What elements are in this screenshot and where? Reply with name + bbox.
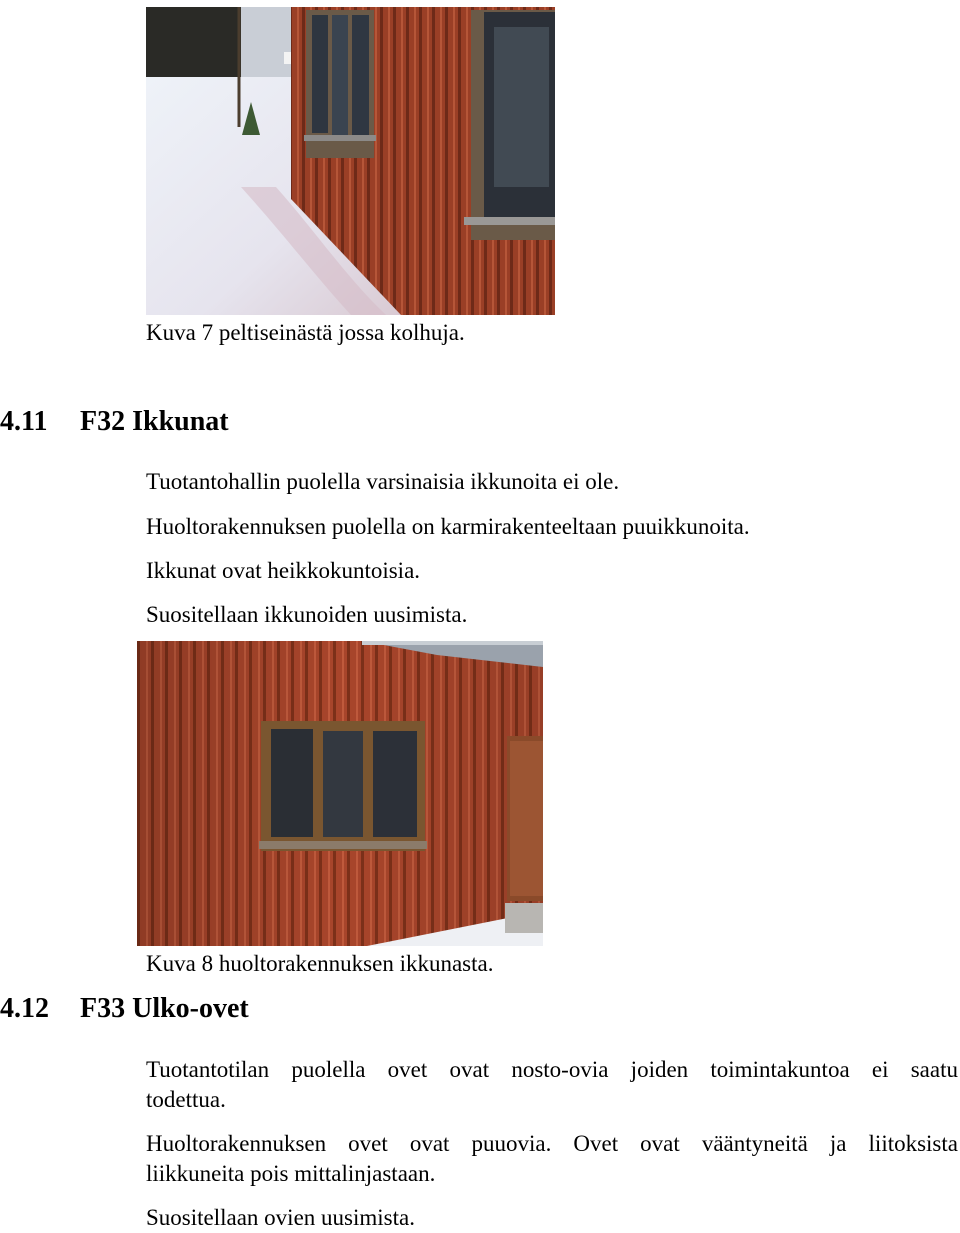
paragraph: Tuotantohallin puolella varsinaisia ikkunoita ei ole. (146, 469, 620, 494)
section-number: 4.11 (0, 406, 48, 437)
section-heading-4-12 (0, 993, 249, 1025)
figure-7-photo (146, 7, 555, 315)
paragraph-line: liikkuneita pois mittalinjastaan. (146, 1161, 436, 1186)
figure-7-caption: Kuva 7 peltiseinästä jossa kolhuja. (146, 320, 465, 345)
paragraph (146, 1129, 958, 1189)
paragraph: Huoltorakennuksen puolella on karmirakenteeltaan puuikkunoita. (146, 514, 750, 539)
paragraph-line: todettua. (146, 1087, 226, 1112)
figure-8-image (137, 641, 543, 946)
section-heading-4-11 (0, 406, 229, 438)
paragraph: Suositellaan ovien uusimista. (146, 1205, 415, 1230)
figure-7-image (146, 7, 555, 315)
figure-8-caption: Kuva 8 huoltorakennuksen ikkunasta. (146, 951, 494, 976)
section-title: F33 Ulko-ovet (80, 993, 249, 1024)
section-title: F32 Ikkunat (80, 406, 229, 437)
figure-8-photo (137, 641, 543, 946)
paragraph (146, 1055, 958, 1115)
paragraph-line: Tuotantotilan puolella ovet ovat nosto-ovia joiden toimintakuntoa ei saatu (146, 1057, 958, 1082)
paragraph: Suositellaan ikkunoiden uusimista. (146, 602, 468, 627)
paragraph: Ikkunat ovat heikkokuntoisia. (146, 558, 421, 583)
section-number: 4.12 (0, 993, 49, 1024)
paragraph-line: Huoltorakennuksen ovet ovat puuovia. Ovet ovat vääntyneitä ja liitoksista (146, 1131, 958, 1156)
